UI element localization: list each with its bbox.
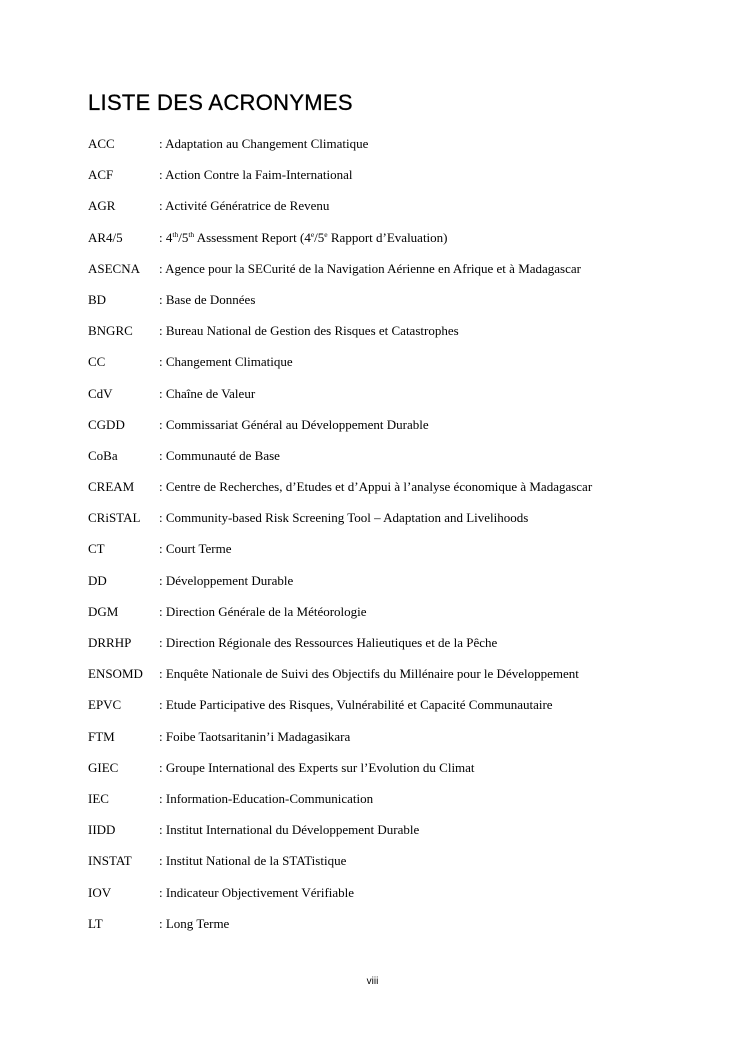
acronym-definition: : Développement Durable [159, 572, 294, 588]
acronym-row [88, 321, 708, 352]
acronym: CC [88, 354, 106, 370]
acronym-definition: : Activité Génératrice de Revenu [159, 198, 330, 214]
acronym: ACF [88, 167, 114, 183]
acronym-row [88, 883, 708, 914]
acronym-definition: : Changement Climatique [159, 354, 293, 370]
acronym-definition: : Commissariat Général au Développement Durable [159, 416, 429, 432]
acronym: CGDD [88, 416, 125, 432]
superscript: e [324, 229, 328, 239]
superscript: th [188, 229, 195, 239]
acronym-row [88, 664, 708, 695]
acronym: ASECNA [88, 260, 141, 276]
acronym-definition: : Long Terme [159, 915, 230, 931]
acronym: GIEC [88, 759, 119, 775]
acronym: INSTAT [88, 853, 132, 869]
acronym: LT [88, 915, 103, 931]
acronym-row [88, 571, 708, 602]
acronym-row [88, 602, 708, 633]
acronym-row [88, 539, 708, 570]
definition-text: Assessment Report (4 [194, 229, 311, 245]
acronym-definition: : Bureau National de Gestion des Risques et Catastrophes [159, 323, 459, 339]
acronym: IOV [88, 884, 112, 900]
acronym-row [88, 446, 708, 477]
acronym-row [88, 196, 708, 227]
acronym: CREAM [88, 479, 135, 495]
acronym-definition: : Action Contre la Faim-International [159, 167, 353, 183]
acronym: FTM [88, 728, 115, 744]
acronym-list [88, 134, 708, 945]
acronym-row [88, 508, 708, 539]
acronym-definition: : Court Terme [159, 541, 232, 557]
acronym: CoBa [88, 447, 118, 463]
acronym-row [88, 352, 708, 383]
acronym: BD [88, 291, 107, 307]
acronym-definition: : Groupe International des Experts sur l’Evolution du Climat [159, 759, 475, 775]
acronym: DGM [88, 603, 119, 619]
page-title: LISTE DES ACRONYMES [88, 90, 353, 115]
acronym: AGR [88, 198, 116, 214]
acronym-definition: : Chaîne de Valeur [159, 385, 256, 401]
acronym: IEC [88, 790, 109, 806]
acronym-row [88, 228, 708, 259]
acronym-row [88, 820, 708, 851]
acronym-row [88, 259, 708, 290]
acronym-definition: : Base de Données [159, 291, 256, 307]
acronym: DD [88, 572, 107, 588]
acronym-definition: : Institut International du Développement Durable [159, 822, 420, 838]
acronym-definition: : Adaptation au Changement Climatique [159, 136, 369, 151]
acronym-definition: : Institut National de la STATistique [159, 853, 347, 869]
acronym-definition [159, 228, 448, 248]
acronym-row [88, 727, 708, 758]
page-number: viii [366, 976, 379, 987]
acronym-definition: : Community-based Risk Screening Tool – Adaptation and Livelihoods [159, 510, 529, 526]
acronym-definition: : Direction Générale de la Météorologie [159, 603, 367, 619]
acronym-row [88, 290, 708, 321]
acronym-definition: : Etude Participative des Risques, Vulnérabilité et Capacité Communautaire [159, 697, 553, 713]
definition-text: /5 [178, 229, 189, 245]
definition-text: Rapport d’Evaluation) [327, 229, 448, 245]
acronym-row [88, 914, 708, 945]
acronym-row [88, 789, 708, 820]
superscript: th [172, 229, 179, 239]
acronym: CdV [88, 385, 113, 401]
acronym-row [88, 134, 708, 165]
definition-text: /5 [314, 229, 325, 245]
acronym-definition: : Information-Education-Communication [159, 790, 374, 806]
acronym-row [88, 758, 708, 789]
acronym: CT [88, 541, 105, 557]
acronym: AR4/5 [88, 229, 123, 245]
acronym: ACC [88, 136, 115, 151]
acronym-definition: : Communauté de Base [159, 447, 280, 463]
superscript: e [310, 229, 315, 239]
acronym-row [88, 165, 708, 196]
acronym: DRRHP [88, 635, 132, 650]
acronym: ENSOMD [88, 666, 143, 682]
acronym: EPVC [88, 697, 122, 713]
acronym-row [88, 415, 708, 446]
acronym-definition: : Direction Régionale des Ressources Halieutiques et de la Pêche [159, 635, 498, 650]
acronym: CRiSTAL [88, 510, 141, 526]
acronym: IIDD [88, 822, 116, 838]
definition-text: : 4 [159, 229, 173, 245]
acronym-row [88, 851, 708, 882]
acronym-row [88, 695, 708, 726]
acronym-definition: : Enquête Nationale de Suivi des Objectifs du Millénaire pour le Développement [159, 666, 579, 682]
acronym-definition: : Foibe Taotsaritanin’i Madagasikara [159, 728, 351, 744]
acronym-row [88, 384, 708, 415]
acronym-row [88, 633, 708, 664]
acronym-definition: : Indicateur Objectivement Vérifiable [159, 884, 355, 900]
acronym-row [88, 477, 708, 508]
acronym-definition: : Centre de Recherches, d’Etudes et d’Appui à l’analyse économique à Madagascar [159, 479, 593, 495]
acronym: BNGRC [88, 323, 133, 339]
acronym-definition: : Agence pour la SECurité de la Navigation Aérienne en Afrique et à Madagascar [159, 260, 581, 276]
